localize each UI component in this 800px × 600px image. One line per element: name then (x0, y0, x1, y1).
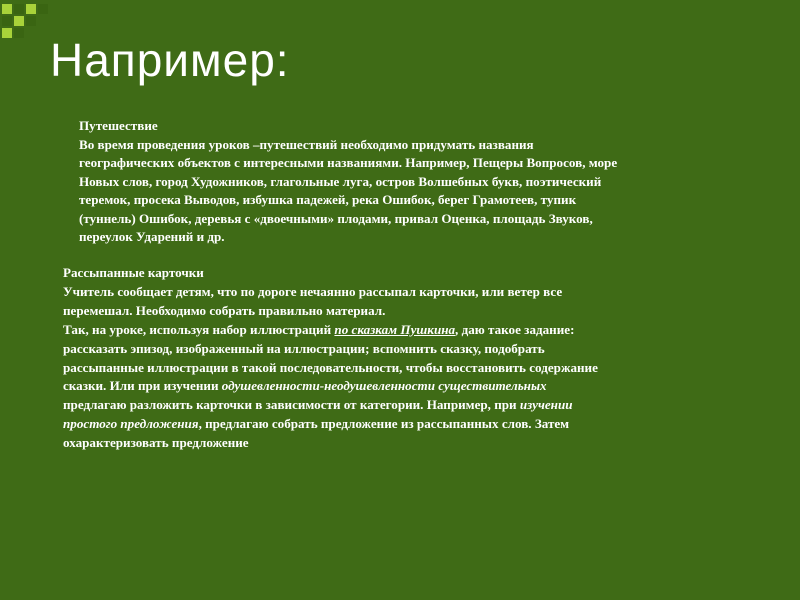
emphasis-text: одушевленности-неодушевленности существительных (221, 378, 547, 394)
paragraph-line (63, 377, 723, 396)
section-heading: Путешествие (79, 118, 158, 133)
section-travel (79, 117, 729, 247)
emphasis-text: изучении (519, 397, 573, 413)
paragraph-line: переулок Ударений и др. (79, 229, 225, 244)
paragraph-line: географических объектов с интересными названиями. Например, Пещеры Вопросов, море (79, 155, 618, 170)
deco-square (2, 16, 12, 26)
section-heading: Рассыпанные карточки (63, 265, 204, 280)
paragraph-line: охарактеризовать предложение (63, 435, 249, 451)
paragraph-line: Учитель сообщает детям, что по дороге нечаянно рассыпал карточки, или ветер все (63, 283, 563, 299)
paragraph-line: (туннель) Ошибок, деревья с «двоечными» плодами, привал Оценка, площадь Звуков, (79, 210, 593, 226)
paragraph-line: Во время проведения уроков –путешествий необходимо придумать названия (79, 136, 534, 152)
deco-square (14, 16, 24, 26)
paragraph-line: рассказать эпизод, изображенный на иллюстрации; вспомнить сказку, подобрать (63, 340, 545, 356)
paragraph-line (63, 321, 723, 340)
paragraph-line: перемешал. Необходимо собрать правильно материал. (63, 302, 386, 318)
text-span: предлагаю разложить карточки в зависимости от категории. Например, при (63, 397, 520, 413)
text-span: , даю такое задание: (455, 321, 575, 337)
paragraph-line (63, 396, 723, 415)
paragraph-line: рассыпанные иллюстрации в такой последовательности, чтобы восстановить содержание (63, 359, 598, 375)
text-span: , предлагаю собрать предложение из рассыпанных слов. Затем (198, 416, 570, 432)
deco-square (2, 4, 12, 14)
emphasis-text: простого предложения (63, 416, 199, 432)
deco-square (26, 16, 36, 26)
emphasis-text: по сказкам Пушкина (334, 321, 456, 337)
text-span: Так, на уроке, используя набор иллюстраций (63, 321, 335, 337)
deco-square (26, 4, 36, 14)
text-span: сказки. Или при изучении (63, 378, 222, 394)
deco-square (38, 4, 48, 14)
deco-square (14, 4, 24, 14)
paragraph-line (63, 415, 723, 434)
section-scattered-cards (63, 264, 723, 453)
slide-title: Например: (50, 34, 290, 86)
paragraph-line: теремок, просека Выводов, избушка падежей, река Ошибок, берег Грамотеев, тупик (79, 192, 577, 207)
paragraph-line: Новых слов, город Художников, глагольные луга, остров Волшебных букв, поэтический (79, 173, 602, 189)
deco-square (2, 28, 12, 38)
deco-square (14, 28, 24, 38)
